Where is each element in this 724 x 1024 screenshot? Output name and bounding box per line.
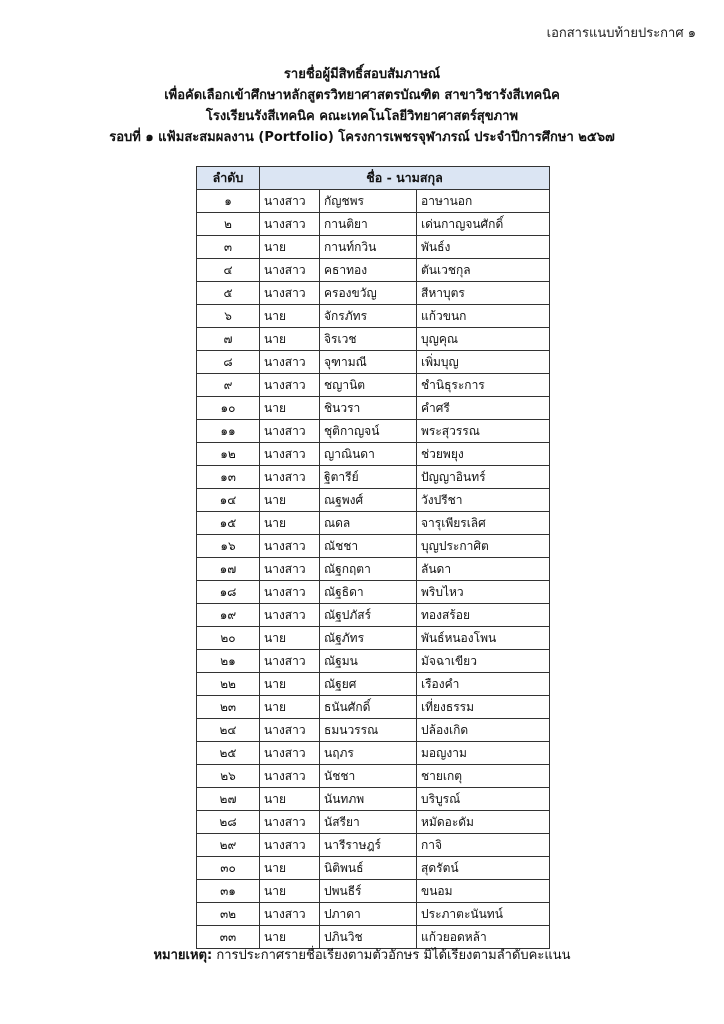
- row-title: นางสาว: [260, 190, 320, 213]
- row-title: นาย: [260, 627, 320, 650]
- row-title: นางสาว: [260, 535, 320, 558]
- row-order: ๒๙: [197, 834, 260, 857]
- row-first-name: ชญานิต: [320, 374, 417, 397]
- row-title: นางสาว: [260, 742, 320, 765]
- row-last-name: บุญประกาศิต: [417, 535, 550, 558]
- table-row: [197, 903, 550, 926]
- row-order: ๑: [197, 190, 260, 213]
- table-row: [197, 466, 550, 489]
- row-first-name: ณดล: [320, 512, 417, 535]
- title-line-2: เพื่อคัดเลือกเข้าศึกษาหลักสูตรวิทยาศาสตรบัณฑิต สาขาวิชารังสีเทคนิค: [164, 88, 560, 103]
- header-full-name: ชื่อ - นามสกุล: [260, 167, 550, 190]
- row-order: ๘: [197, 351, 260, 374]
- table-row: [197, 834, 550, 857]
- row-last-name: วังปรีชา: [417, 489, 550, 512]
- row-title: นาย: [260, 305, 320, 328]
- row-last-name: เพิ่มบุญ: [417, 351, 550, 374]
- row-title: นางสาว: [260, 351, 320, 374]
- table-row: [197, 696, 550, 719]
- row-first-name: ญาณินดา: [320, 443, 417, 466]
- row-order: ๒๐: [197, 627, 260, 650]
- table-row: [197, 443, 550, 466]
- table-row: [197, 788, 550, 811]
- table-row: [197, 374, 550, 397]
- candidate-table: [196, 166, 550, 949]
- row-title: นางสาว: [260, 581, 320, 604]
- row-last-name: บุญคุณ: [417, 328, 550, 351]
- row-first-name: ปภาดา: [320, 903, 417, 926]
- row-last-name: ขนอม: [417, 880, 550, 903]
- row-first-name: ณัฐยศ: [320, 673, 417, 696]
- row-title: นาย: [260, 788, 320, 811]
- row-order: ๒๒: [197, 673, 260, 696]
- row-first-name: ชุติกาญจน์: [320, 420, 417, 443]
- row-first-name: จักรภัทร: [320, 305, 417, 328]
- row-first-name: นัสรียา: [320, 811, 417, 834]
- row-order: ๑๘: [197, 581, 260, 604]
- row-last-name: อาษานอก: [417, 190, 550, 213]
- row-order: ๔: [197, 259, 260, 282]
- row-first-name: นันทภพ: [320, 788, 417, 811]
- row-title: นางสาว: [260, 282, 320, 305]
- table-row: [197, 397, 550, 420]
- row-last-name: บริบูรณ์: [417, 788, 550, 811]
- row-order: ๖: [197, 305, 260, 328]
- row-order: ๑๐: [197, 397, 260, 420]
- row-first-name: ธนันศักดิ์: [320, 696, 417, 719]
- row-order: ๗: [197, 328, 260, 351]
- table-row: [197, 673, 550, 696]
- row-order: ๑๖: [197, 535, 260, 558]
- table-row: [197, 627, 550, 650]
- row-title: นางสาว: [260, 604, 320, 627]
- row-last-name: เที่ยงธรรม: [417, 696, 550, 719]
- table-row: [197, 213, 550, 236]
- table-row: [197, 742, 550, 765]
- row-last-name: ช่วยพยุง: [417, 443, 550, 466]
- row-last-name: ชำนิธุระการ: [417, 374, 550, 397]
- table-body: [197, 190, 550, 949]
- row-order: ๑๑: [197, 420, 260, 443]
- row-title: นาย: [260, 926, 320, 949]
- row-last-name: ปัญญาอินทร์: [417, 466, 550, 489]
- table-row: [197, 535, 550, 558]
- row-title: นาย: [260, 397, 320, 420]
- row-order: ๓: [197, 236, 260, 259]
- row-first-name: ชินวรา: [320, 397, 417, 420]
- row-last-name: ชายเกตุ: [417, 765, 550, 788]
- row-order: ๑๓: [197, 466, 260, 489]
- row-order: ๒๗: [197, 788, 260, 811]
- row-first-name: กัญชพร: [320, 190, 417, 213]
- row-first-name: ณัชชา: [320, 535, 417, 558]
- table-row: [197, 811, 550, 834]
- table-row: [197, 765, 550, 788]
- row-title: นางสาว: [260, 834, 320, 857]
- title-line-3: โรงเรียนรังสีเทคนิค คณะเทคโนโลยีวิทยาศาสตร์สุขภาพ: [205, 109, 519, 124]
- row-last-name: สีหาบุตร: [417, 282, 550, 305]
- table-row: [197, 420, 550, 443]
- title-line-4: รอบที่ ๑ แฟ้มสะสมผลงาน (Portfolio) โครงการเพชรจุฬาภรณ์ ประจำปีการศึกษา ๒๕๖๗: [109, 130, 615, 145]
- row-title: นาย: [260, 673, 320, 696]
- table-row: [197, 880, 550, 903]
- row-order: ๒๕: [197, 742, 260, 765]
- row-last-name: ประภาตะนันทน์: [417, 903, 550, 926]
- table-row: [197, 650, 550, 673]
- row-title: นางสาว: [260, 558, 320, 581]
- table-row: [197, 604, 550, 627]
- row-order: ๙: [197, 374, 260, 397]
- row-first-name: ณัฐปภัสร์: [320, 604, 417, 627]
- row-order: ๓๒: [197, 903, 260, 926]
- row-title: นางสาว: [260, 650, 320, 673]
- row-title: นางสาว: [260, 213, 320, 236]
- table-row: [197, 512, 550, 535]
- row-title: นาย: [260, 696, 320, 719]
- row-first-name: คธาทอง: [320, 259, 417, 282]
- row-title: นางสาว: [260, 420, 320, 443]
- table-row: [197, 259, 550, 282]
- row-order: ๕: [197, 282, 260, 305]
- row-order: ๓๑: [197, 880, 260, 903]
- row-first-name: ธมนวรรณ: [320, 719, 417, 742]
- row-order: ๑๙: [197, 604, 260, 627]
- row-title: นางสาว: [260, 374, 320, 397]
- row-first-name: ครองขวัญ: [320, 282, 417, 305]
- table-row: [197, 328, 550, 351]
- row-last-name: มอญงาม: [417, 742, 550, 765]
- row-last-name: จารุเพียรเลิศ: [417, 512, 550, 535]
- row-last-name: หมัดอะดัม: [417, 811, 550, 834]
- row-title: นาย: [260, 880, 320, 903]
- row-first-name: กานติยา: [320, 213, 417, 236]
- row-order: ๒๑: [197, 650, 260, 673]
- row-last-name: พระสุวรรณ: [417, 420, 550, 443]
- row-last-name: มัจฉาเขียว: [417, 650, 550, 673]
- row-title: นาย: [260, 328, 320, 351]
- table-row: [197, 857, 550, 880]
- row-last-name: เรืองคำ: [417, 673, 550, 696]
- row-last-name: ทองสร้อย: [417, 604, 550, 627]
- row-order: ๓๐: [197, 857, 260, 880]
- row-order: ๒: [197, 213, 260, 236]
- table-row: [197, 719, 550, 742]
- row-last-name: พริบไหว: [417, 581, 550, 604]
- row-title: นาย: [260, 489, 320, 512]
- row-last-name: แก้วยอดหล้า: [417, 926, 550, 949]
- row-first-name: นิติพนธ์: [320, 857, 417, 880]
- footnote-text: การประกาศรายชื่อเรียงตามตัวอักษร มิได้เรียงตามลำดับคะแนน: [212, 948, 571, 963]
- row-last-name: คำศรี: [417, 397, 550, 420]
- row-last-name: ปล้องเกิด: [417, 719, 550, 742]
- row-last-name: พันธ์หนองโพน: [417, 627, 550, 650]
- row-last-name: เด่นกาญจนศักดิ์: [417, 213, 550, 236]
- header-order: ลำดับ: [197, 167, 260, 190]
- table-header-row: [197, 167, 550, 190]
- table-row: [197, 581, 550, 604]
- row-first-name: ณัฐกฤตา: [320, 558, 417, 581]
- row-last-name: สุดรัตน์: [417, 857, 550, 880]
- document-reference: เอกสารแนบท้ายประกาศ ๑: [546, 26, 696, 41]
- table-row: [197, 489, 550, 512]
- row-order: ๒๘: [197, 811, 260, 834]
- row-title: นางสาว: [260, 765, 320, 788]
- table-row: [197, 558, 550, 581]
- row-order: ๑๔: [197, 489, 260, 512]
- title-line-1: รายชื่อผู้มีสิทธิ์สอบสัมภาษณ์: [283, 67, 441, 82]
- row-last-name: พันธ์ง: [417, 236, 550, 259]
- row-last-name: แก้วขนก: [417, 305, 550, 328]
- row-first-name: ณัฐธิดา: [320, 581, 417, 604]
- row-order: ๒๓: [197, 696, 260, 719]
- row-order: ๑๗: [197, 558, 260, 581]
- row-last-name: ตันเวชกุล: [417, 259, 550, 282]
- row-first-name: ปภินวิช: [320, 926, 417, 949]
- row-first-name: นัชชา: [320, 765, 417, 788]
- row-first-name: ณัฐมน: [320, 650, 417, 673]
- footnote-label: หมายเหตุ:: [153, 948, 213, 963]
- table-row: [197, 282, 550, 305]
- row-order: ๒๖: [197, 765, 260, 788]
- row-title: นางสาว: [260, 259, 320, 282]
- row-last-name: ลันดา: [417, 558, 550, 581]
- row-title: นาย: [260, 857, 320, 880]
- row-title: นางสาว: [260, 719, 320, 742]
- row-first-name: กานท์กวิน: [320, 236, 417, 259]
- row-first-name: จิรเวช: [320, 328, 417, 351]
- row-title: นาย: [260, 236, 320, 259]
- row-first-name: ปพนธีร์: [320, 880, 417, 903]
- row-title: นาย: [260, 512, 320, 535]
- row-title: นางสาว: [260, 443, 320, 466]
- row-first-name: นารีราษฎร์: [320, 834, 417, 857]
- table-row: [197, 236, 550, 259]
- row-first-name: จุฑามณี: [320, 351, 417, 374]
- row-order: ๑๕: [197, 512, 260, 535]
- table-row: [197, 351, 550, 374]
- row-title: นางสาว: [260, 903, 320, 926]
- table-row: [197, 305, 550, 328]
- row-order: ๓๓: [197, 926, 260, 949]
- announcement-title: [0, 64, 724, 148]
- row-order: ๒๔: [197, 719, 260, 742]
- footnote: [0, 944, 724, 965]
- row-title: นางสาว: [260, 466, 320, 489]
- table-row: [197, 190, 550, 213]
- row-last-name: กาจิ: [417, 834, 550, 857]
- row-first-name: ณัฐภัทร: [320, 627, 417, 650]
- row-first-name: นฤภร: [320, 742, 417, 765]
- row-first-name: ณฐพงศ์: [320, 489, 417, 512]
- row-first-name: ฐิตารีย์: [320, 466, 417, 489]
- row-title: นางสาว: [260, 811, 320, 834]
- row-order: ๑๒: [197, 443, 260, 466]
